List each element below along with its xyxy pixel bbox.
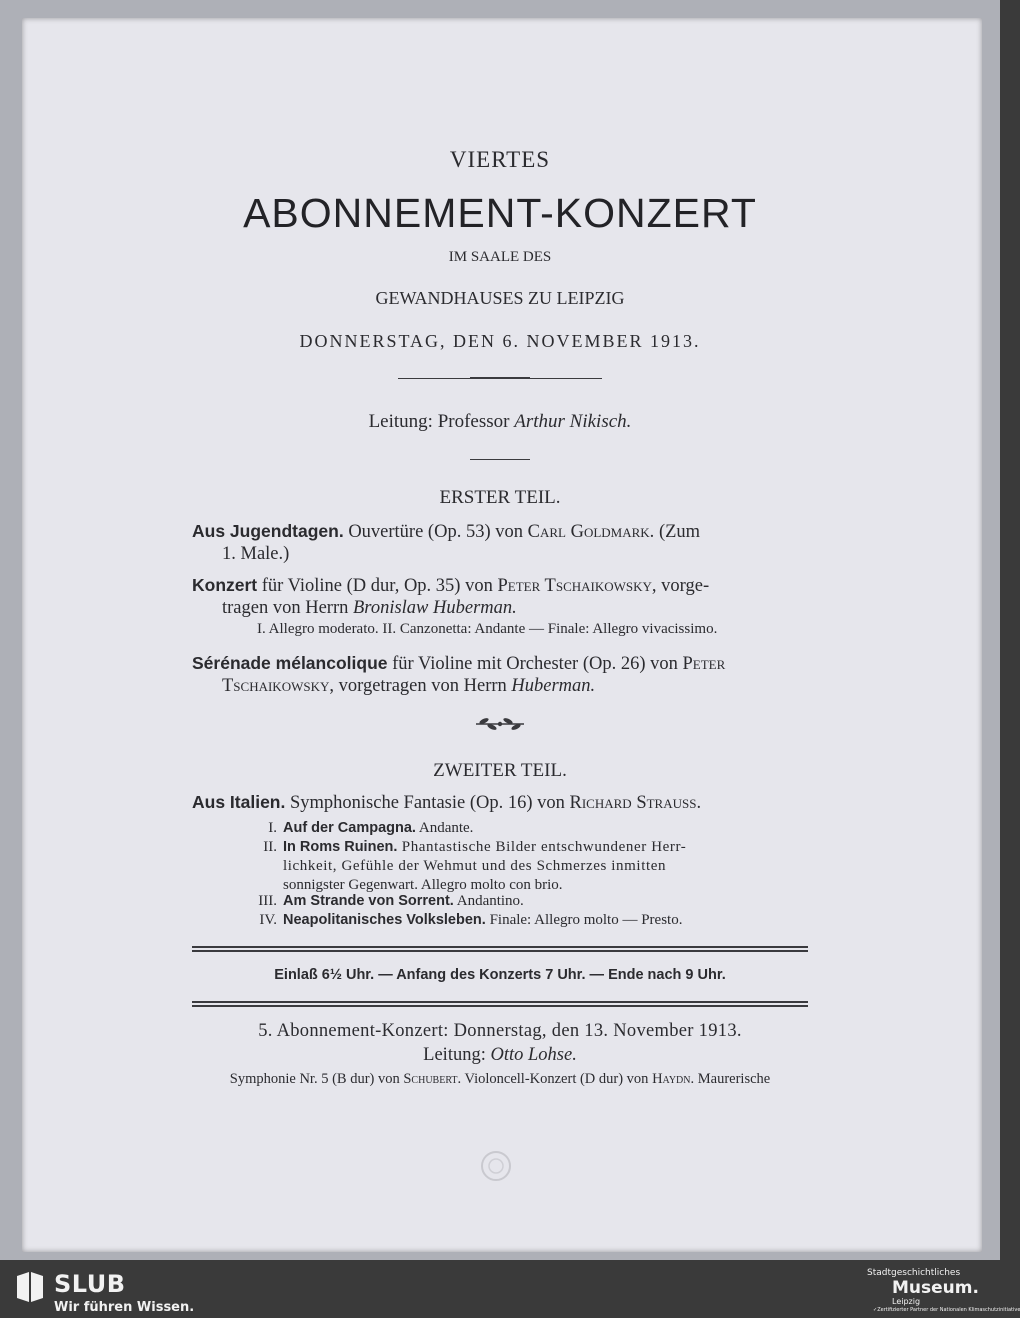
entry-aus-italien (192, 791, 812, 814)
entry-serenade (192, 652, 812, 697)
concert-times: Einlaß 6½ Uhr. — Anfang des Konzerts 7 Uhr. — Ende nach 9 Uhr. (274, 967, 726, 983)
movement-title: In Roms Ruinen. (283, 839, 398, 855)
entry-text: tragen von Herrn (222, 598, 353, 618)
movement-number: III. (258, 893, 277, 909)
next-conductor-name: Otto Lohse. (490, 1045, 577, 1065)
movement-number: IV. (259, 912, 277, 928)
movement-text: Phantastische Bilder entschwundener Herr- (397, 839, 687, 855)
work-aus-italien: Aus Italien. (192, 792, 286, 812)
header-title: ABONNEMENT-KONZERT (243, 190, 757, 236)
museum-city: Leipzig (892, 1297, 921, 1306)
slub-name[interactable]: SLUB (54, 1270, 126, 1298)
composer-tschaikowsky-2: Tschaikowsky (222, 676, 330, 696)
next-composer-haydn: Haydn. (652, 1071, 695, 1087)
movement-2 (255, 838, 815, 898)
rule-top-b (192, 950, 808, 952)
entry-text: für Violine (D dur, Op. 35) von (257, 576, 498, 596)
composer-peter: Peter (682, 654, 726, 674)
conductor-name: Arthur Nikisch. (514, 411, 632, 432)
entry-text: Ouvertüre (Op. 53) von (343, 522, 528, 542)
slub-logo-icon[interactable] (14, 1271, 46, 1303)
work-aus-jugendtagen: Aus Jugendtagen. (192, 521, 344, 541)
violin-concerto-movements: I. Allegro moderato. II. Canzonetta: Andante — Finale: Allegro vivacissimo. (257, 621, 718, 637)
entry-text: , vorge- (651, 576, 710, 596)
next-program-text: Symphonie Nr. 5 (B dur) von (229, 1071, 404, 1087)
movement-title: Am Strande von Sorrent. (283, 893, 454, 909)
movement-4 (255, 911, 815, 931)
ornament-icon (470, 714, 530, 734)
next-concert-date: 5. Abonnement-Konzert: Donnerstag, den 13. November 1913. (258, 1021, 742, 1041)
next-conductor-prefix: Leitung: (423, 1045, 491, 1065)
composer-strauss: Richard Strauss. (569, 793, 702, 813)
header-date: DONNERSTAG, DEN 6. NOVEMBER 1913. (299, 331, 701, 351)
movement-title: Auf der Campagna. (283, 820, 416, 836)
slub-tagline: Wir führen Wissen. (54, 1300, 195, 1315)
museum-name[interactable]: Museum. (892, 1278, 979, 1298)
museum-certification (873, 1307, 1020, 1313)
header-viertes: VIERTES (449, 147, 551, 172)
movement-1 (255, 819, 815, 839)
entry-text: (Zum (654, 522, 701, 542)
entry-text: Symphonische Fantasie (Op. 16) von (285, 793, 570, 813)
entry-violin-concerto (192, 574, 812, 619)
work-serenade: Sérénade mélancolique (192, 653, 388, 673)
rule-bottom-b (192, 1005, 808, 1007)
next-concert-program (0, 1071, 1000, 1088)
movement-text-line3: sonnigster Gegenwart. Allegro molto con brio. (283, 877, 563, 893)
header-divider-center (470, 377, 530, 379)
stamp-mark-icon (478, 1148, 514, 1184)
movement-text: Finale: Allegro molto — Presto. (485, 912, 683, 928)
header-im-saale: IM SAALE DES (448, 249, 552, 265)
movement-text-line2: lichkeit, Gefühle der Wehmut und des Schmerzes inmitten (283, 858, 667, 874)
movement-text: Andante. (415, 820, 474, 836)
composer-goldmark: Carl Goldmark. (527, 522, 655, 542)
part2-title: ZWEITER TEIL. (433, 760, 567, 781)
part1-title: ERSTER TEIL. (439, 487, 561, 508)
museum-cert-text: Zertifizierter Partner der Nationalen Klimaschutzinitiative (877, 1307, 1020, 1313)
composer-tschaikowsky: Peter Tschaikowsky (497, 576, 652, 596)
check-icon: ✓ (873, 1307, 878, 1313)
entry-text: für Violine mit Orchester (Op. 26) von (387, 654, 683, 674)
next-concert-conductor (0, 1045, 1000, 1066)
next-program-text: Violoncell-Konzert (D dur) von (461, 1071, 653, 1087)
conductor-divider (470, 459, 530, 460)
soloist-huberman-2: Huberman. (511, 676, 596, 696)
work-konzert: Konzert (192, 575, 258, 595)
movement-number: I. (268, 820, 277, 836)
entry-line2: 1. Male.) (222, 544, 290, 564)
header-venue: GEWANDHAUSES ZU LEIPZIG (375, 288, 625, 308)
rule-bottom-a (192, 1001, 808, 1003)
next-composer-schubert: Schubert. (403, 1071, 462, 1087)
movement-number: II. (263, 839, 277, 855)
conductor-prefix: Leitung: Professor (368, 411, 510, 432)
entry-goldmark (192, 520, 812, 565)
movement-title: Neapolitanisches Volksleben. (283, 912, 486, 928)
next-program-text: Maurerische (694, 1071, 771, 1087)
soloist-huberman: Bronislaw Huberman. (353, 598, 517, 618)
movement-3 (255, 892, 815, 912)
rule-top-a (192, 946, 808, 948)
conductor-line (0, 411, 1000, 433)
museum-top-label: Stadtgeschichtliches (867, 1268, 961, 1278)
movement-text: Andantino. (453, 893, 524, 909)
entry-text: , vorgetragen von Herrn (329, 676, 512, 696)
